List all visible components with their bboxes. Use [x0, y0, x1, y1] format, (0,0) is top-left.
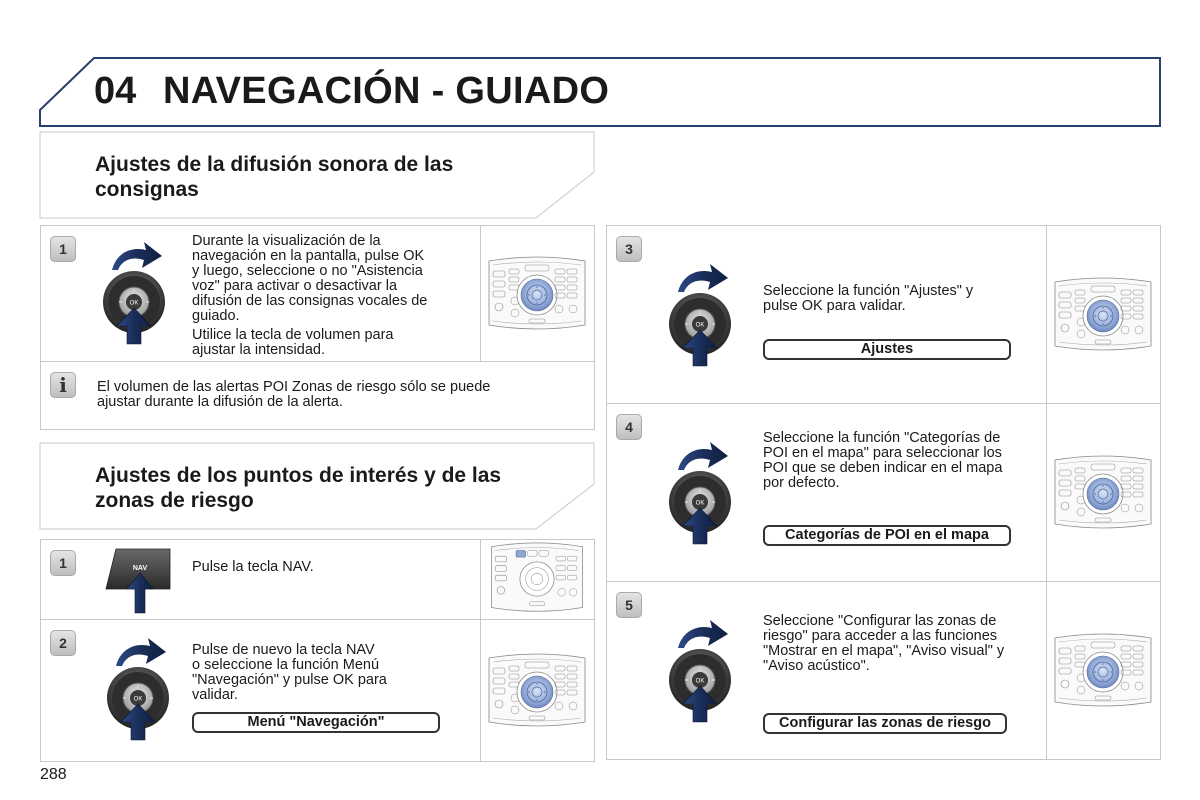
section1-title-line: consignas — [95, 178, 199, 201]
divider — [606, 403, 1161, 404]
text-line: por defecto. — [763, 475, 840, 491]
step5-text — [763, 614, 1043, 674]
step-badge: 4 — [616, 414, 642, 440]
chapter-number: 04 — [94, 70, 137, 112]
text-line: Durante la visualización de la — [192, 233, 381, 249]
text-line: ajustar durante la difusión de la alerta. — [97, 394, 343, 410]
divider — [40, 361, 595, 362]
divider — [606, 581, 1161, 582]
section2-step1-text: Pulse la tecla NAV. — [192, 559, 314, 575]
text-line: voz" para activar o desactivar la — [192, 278, 398, 294]
step-badge: 1 — [50, 236, 76, 262]
section2-title — [95, 463, 501, 513]
text-line: validar. — [192, 687, 238, 703]
text-line: "Navegación" y pulse OK para — [192, 672, 387, 688]
divider — [1046, 225, 1047, 760]
step-badge: 3 — [616, 236, 642, 262]
menu-ajustes-label: Ajustes — [763, 339, 1011, 360]
text-line: POI que se deben indicar en el mapa — [763, 460, 1003, 476]
menu-navegacion-label: Menú "Navegación" — [192, 712, 440, 733]
text-line: Seleccione "Configurar las zonas de — [763, 613, 997, 629]
text-line: navegación en la pantalla, pulse OK — [192, 248, 425, 264]
ok-knob-icon — [666, 258, 746, 368]
nav-key-icon — [104, 545, 174, 615]
section1-title — [95, 152, 453, 202]
ok-knob-icon — [104, 632, 184, 742]
console-illustration — [1053, 276, 1153, 356]
step-badge: 1 — [50, 550, 76, 576]
text-line: riesgo" para acceder a las funciones — [763, 628, 998, 644]
divider — [480, 539, 481, 762]
console-illustration — [1053, 454, 1153, 534]
text-line: y luego, seleccione o no "Asistencia — [192, 263, 423, 279]
nav-key-label: NAV — [132, 565, 148, 572]
text-line: pulse OK para validar. — [763, 298, 906, 314]
chapter-title: NAVEGACIÓN - GUIADO — [163, 70, 610, 112]
text-line: "Mostrar en el mapa", "Aviso visual" y — [763, 643, 1005, 659]
info-icon: i — [50, 372, 76, 398]
step3-text — [763, 284, 1043, 314]
section2-step2-text — [192, 643, 472, 703]
ok-knob-icon — [100, 236, 180, 346]
text-line: difusión de las consignas vocales de — [192, 293, 428, 309]
text-line: POI en el mapa" para seleccionar los — [763, 445, 1002, 461]
console-illustration — [487, 652, 587, 732]
text-line: ajustar la intensidad. — [192, 342, 325, 358]
console-illustration — [1053, 632, 1153, 712]
section2-title-line: zonas de riesgo — [95, 489, 254, 512]
section1-title-line: Ajustes de la difusión sonora de las — [95, 153, 454, 176]
menu-zonas-riesgo-label: Configurar las zonas de riesgo — [763, 713, 1007, 734]
menu-categorias-label: Categorías de POI en el mapa — [763, 525, 1011, 546]
step-badge: 5 — [616, 592, 642, 618]
text-line: o seleccione la función Menú — [192, 657, 380, 673]
text-line: Seleccione la función "Ajustes" y — [763, 283, 974, 299]
section2-title-line: Ajustes de los puntos de interés y de las — [95, 464, 502, 487]
text-line: Utilice la tecla de volumen para — [192, 327, 394, 343]
section1-info-text — [97, 380, 577, 410]
text-line: El volumen de las alertas POI Zonas de riesgo sólo se puede — [97, 379, 491, 395]
text-line: Seleccione la función "Categorías de — [763, 430, 1001, 446]
step4-text — [763, 431, 1043, 491]
text-line: guiado. — [192, 308, 240, 324]
console-illustration — [487, 255, 587, 335]
section1-step1-text — [192, 234, 472, 358]
text-line: Pulse de nuevo la tecla NAV — [192, 642, 375, 658]
step-badge: 2 — [50, 630, 76, 656]
text-line: "Aviso acústico". — [763, 658, 870, 674]
console-illustration — [487, 541, 587, 617]
divider — [40, 619, 595, 620]
ok-knob-icon — [666, 436, 746, 546]
ok-knob-icon — [666, 614, 746, 724]
page-number: 288 — [40, 766, 67, 783]
divider — [480, 225, 481, 361]
